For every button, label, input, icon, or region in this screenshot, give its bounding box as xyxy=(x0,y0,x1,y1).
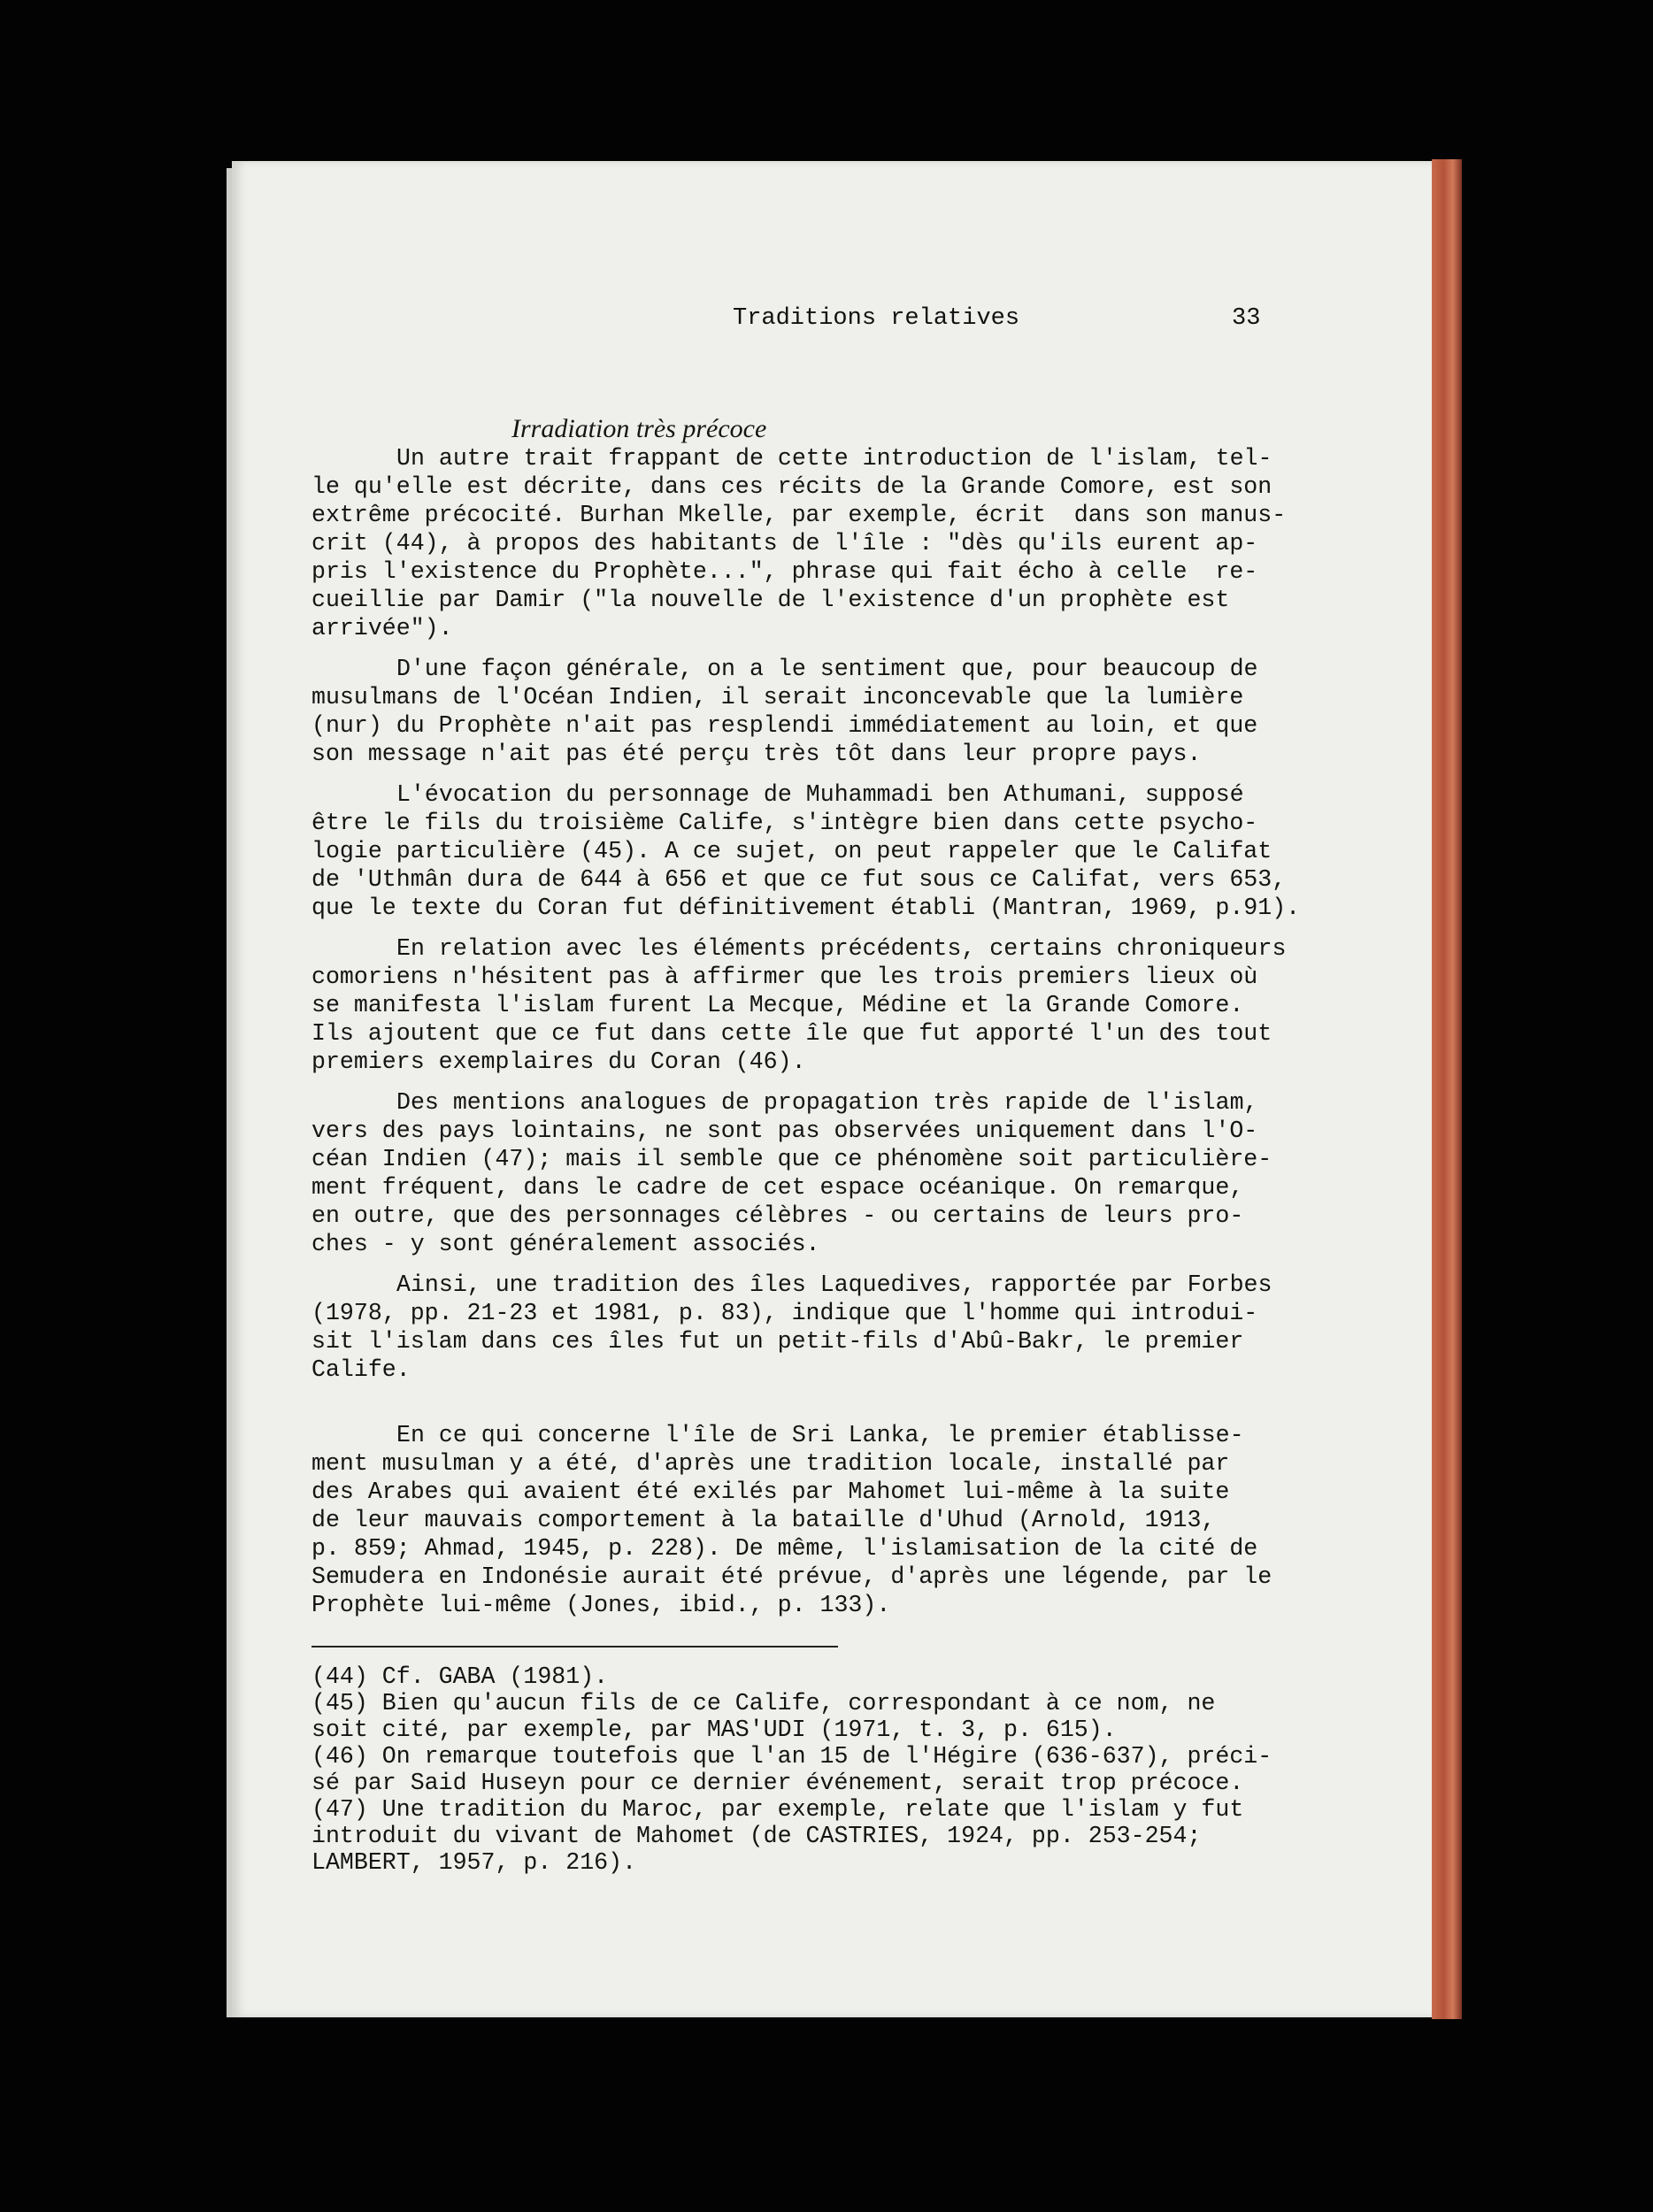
text-line: Ainsi, une tradition des îles Laquedives, rapportée par Forbes xyxy=(396,1271,1272,1298)
paragraph-4 xyxy=(311,934,1303,1076)
text-line: en outre, que des personnages célèbres - ou certains de leurs pro- xyxy=(311,1202,1244,1229)
text-line: ment fréquent, dans le cadre de cet espace océanique. On remarque, xyxy=(311,1174,1244,1201)
footnote-line: LAMBERT, 1957, p. 216). xyxy=(311,1849,637,1876)
text-line: être le fils du troisième Calife, s'intègre bien dans cette psycho- xyxy=(311,810,1258,836)
text-line: de leur mauvais comportement à la bataille d'Uhud (Arnold, 1913, xyxy=(311,1507,1216,1533)
paragraph-5 xyxy=(311,1088,1303,1258)
footnote-line: (47) Une tradition du Maroc, par exemple, relate que l'islam y fut xyxy=(311,1796,1244,1823)
text-line: Ils ajoutent que ce fut dans cette île que fut apporté l'un des tout xyxy=(311,1020,1272,1047)
paragraph-7 xyxy=(311,1421,1303,1619)
text-line: Semudera en Indonésie aurait été prévue, d'après une légende, par le xyxy=(311,1563,1272,1590)
text-line: crit (44), à propos des habitants de l'île : "dès qu'ils eurent ap- xyxy=(311,530,1258,557)
text-line: (1978, pp. 21-23 et 1981, p. 83), indique que l'homme qui introdui- xyxy=(311,1300,1258,1326)
paragraph-spacer xyxy=(311,1396,1303,1421)
text-line: céan Indien (47); mais il semble que ce phénomène soit particulière- xyxy=(311,1146,1272,1172)
footnote-line: (44) Cf. GABA (1981). xyxy=(311,1663,609,1690)
text-line: ment musulman y a été, d'après une tradition locale, installé par xyxy=(311,1450,1230,1477)
text-line: que le texte du Coran fut définitivement établi (Mantran, 1969, p.91). xyxy=(311,895,1301,921)
page-number: 33 xyxy=(1232,305,1261,332)
paragraph-6 xyxy=(311,1271,1303,1384)
text-line: son message n'ait pas été perçu très tôt dans leur propre pays. xyxy=(311,741,1202,767)
footnotes xyxy=(311,1663,1303,1876)
text-line: cueillie par Damir ("la nouvelle de l'existence d'un prophète est xyxy=(311,587,1230,613)
text-line: pris l'existence du Prophète...", phrase qui fait écho à celle re- xyxy=(311,558,1258,585)
text-line: D'une façon générale, on a le sentiment que, pour beaucoup de xyxy=(396,656,1258,682)
text-line: Prophète lui-même (Jones, ibid., p. 133). xyxy=(311,1592,891,1618)
text-line: ches - y sont généralement associés. xyxy=(311,1231,820,1257)
text-line: Un autre trait frappant de cette introduction de l'islam, tel- xyxy=(396,445,1272,472)
footnote-line: (46) On remarque toutefois que l'an 15 de l'Hégire (636-637), préci- xyxy=(311,1743,1272,1770)
text-line: L'évocation du personnage de Muhammadi ben Athumani, supposé xyxy=(396,781,1244,808)
text-line: comoriens n'hésitent pas à affirmer que les trois premiers lieux où xyxy=(311,964,1258,990)
text-line: Des mentions analogues de propagation très rapide de l'islam, xyxy=(396,1089,1258,1116)
text-line: extrême précocité. Burhan Mkelle, par exemple, écrit dans son manus- xyxy=(311,502,1287,528)
text-line: le qu'elle est décrite, dans ces récits de la Grande Comore, est son xyxy=(311,473,1272,500)
footnote-line: soit cité, par exemple, par MAS'UDI (1971, t. 3, p. 615). xyxy=(311,1717,1117,1743)
footnote-divider xyxy=(311,1646,838,1647)
text-line: musulmans de l'Océan Indien, il serait inconcevable que la lumière xyxy=(311,684,1244,710)
text-line: vers des pays lointains, ne sont pas observées uniquement dans l'O- xyxy=(311,1118,1258,1144)
text-line: se manifesta l'islam furent La Mecque, Médine et la Grande Comore. xyxy=(311,992,1244,1018)
paragraph-3 xyxy=(311,780,1303,922)
section-title: Irradiation très précoce xyxy=(511,414,767,443)
running-header: Traditions relatives xyxy=(733,305,1020,332)
page-edge xyxy=(1432,159,1462,2019)
text-line: (nur) du Prophète n'ait pas resplendi immédiatement au loin, et que xyxy=(311,712,1258,739)
paragraph-1 xyxy=(311,444,1303,642)
text-line: sit l'islam dans ces îles fut un petit-fils d'Abû-Bakr, le premier xyxy=(311,1328,1244,1355)
footnote-line: (45) Bien qu'aucun fils de ce Calife, correspondant à ce nom, ne xyxy=(311,1690,1216,1717)
text-line: p. 859; Ahmad, 1945, p. 228). De même, l'islamisation de la cité de xyxy=(311,1535,1258,1562)
text-line: En relation avec les éléments précédents, certains chroniqueurs xyxy=(396,935,1287,962)
text-line: Calife. xyxy=(311,1356,411,1383)
text-line: arrivée"). xyxy=(311,615,453,641)
text-line: premiers exemplaires du Coran (46). xyxy=(311,1048,806,1075)
footnote-line: introduit du vivant de Mahomet (de CASTRIES, 1924, pp. 253-254; xyxy=(311,1823,1202,1849)
text-line: En ce qui concerne l'île de Sri Lanka, le premier établisse- xyxy=(396,1422,1244,1448)
text-line: logie particulière (45). A ce sujet, on peut rappeler que le Califat xyxy=(311,838,1272,864)
text-line: des Arabes qui avaient été exilés par Mahomet lui-même à la suite xyxy=(311,1479,1230,1505)
page-body xyxy=(311,414,1303,1876)
footnote-line: sé par Said Huseyn pour ce dernier événement, serait trop précoce. xyxy=(311,1770,1244,1796)
text-line: de 'Uthmân dura de 644 à 656 et que ce fut sous ce Califat, vers 653, xyxy=(311,866,1287,893)
paragraph-2 xyxy=(311,655,1303,768)
